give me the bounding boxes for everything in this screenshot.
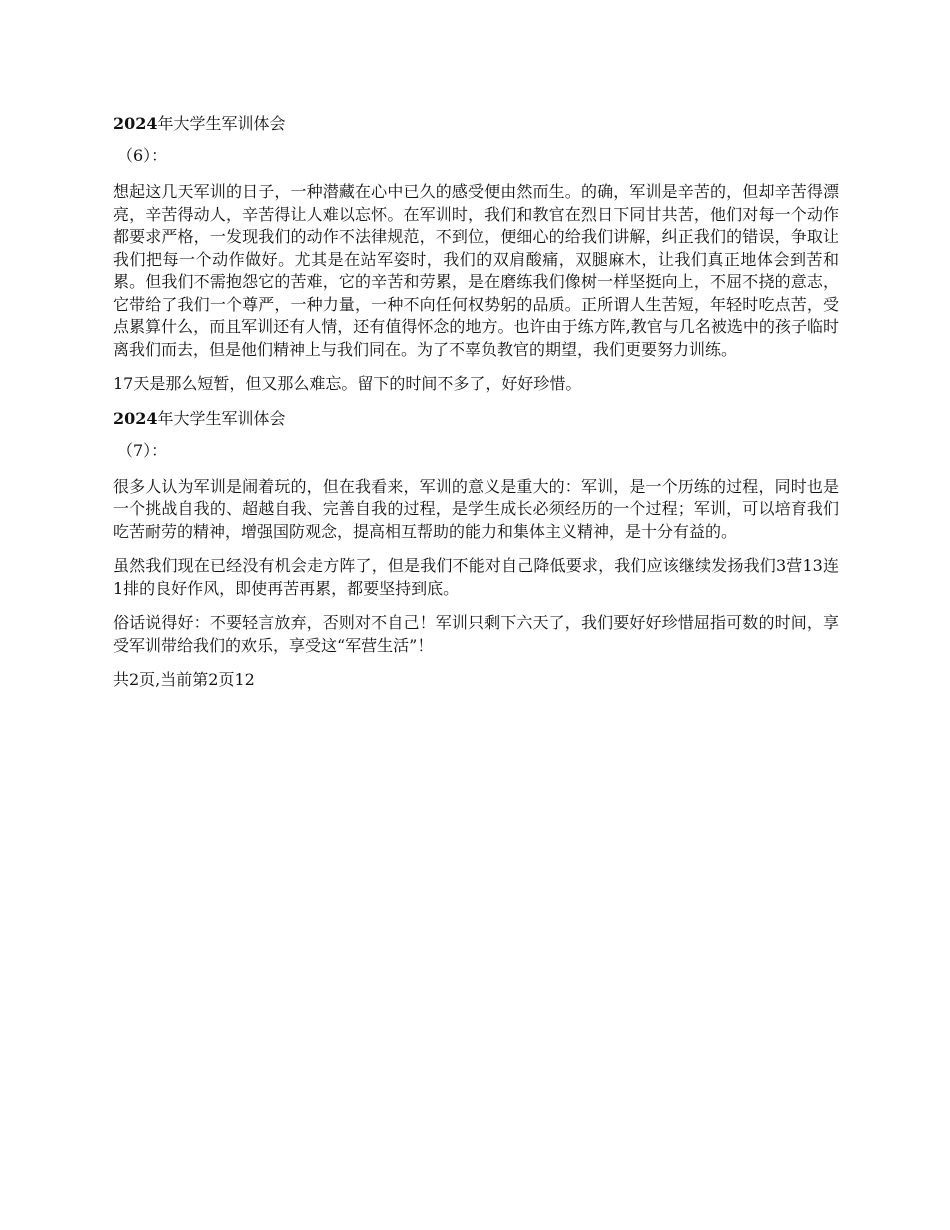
paragraph: 虽然我们现在已经没有机会走方阵了，但是我们不能对自己降低要求，我们应该继续发扬我们3营13连1排的良好作风，即使再苦再累，都要坚持到底。: [113, 556, 839, 598]
paragraph: 俗话说得好：不要轻言放弃，否则对不自己！军训只剩下六天了，我们要好好珍惜屈指可数的时间，享受军训带给我们的欢乐，享受这“军营生活”！: [113, 613, 839, 655]
paragraph: 17天是那么短暂，但又那么难忘。留下的时间不多了，好好珍惜。: [113, 374, 582, 393]
paragraph: 很多人认为军训是闹着玩的，但在我看来，军训的意义是重大的：军训，是一个历练的过程，同时也是一个挑战自我的、超越自我、完善自我的过程，是学生成长必须经历的一个过程；军训，可以培育我们吃苦耐劳的精神，增强国防观念，提高相互帮助的能力和集体主义精神，是十分有益的。: [113, 476, 839, 541]
section-7: [113, 408, 839, 658]
section-heading: [113, 113, 839, 135]
section-number: （6）：: [117, 146, 168, 165]
section-6: [113, 113, 839, 396]
heading-text: 年大学生军训体会: [157, 114, 286, 133]
paragraph: 想起这几天军训的日子，一种潜藏在心中已久的感受便由然而生。的确，军训是辛苦的，但却辛苦得漂亮，辛苦得动人，辛苦得让人难以忘怀。在军训时，我们和教官在烈日下同甘共苦，他们对每一个动作都要求严格，一发现我们的动作不法律规范，不到位，便细心的给我们讲解，纠正我们的错误，争取让我们把每一个动作做好。尤其是在站军姿时，我们的双肩酸痛，双腿麻木，让我们真正地体会到苦和累。但我们不需抱怨它的苦难，它的辛苦和劳累，是在磨练我们像树一样坚挺向上，不屈不挠的意志，它带给了我们一个尊严，一种力量，一种不向任何权势躬的品质。正所谓人生苦短，年轻时吃点苦，受点累算什么，而且军训还有人情，还有值得怀念的地方。也许由于练方阵,教官与几名被选中的孩子临时离我们而去，但是他们精神上与我们同在。为了不辜负教官的期望，我们更要努力训练。: [113, 182, 839, 359]
heading-year: 2024: [113, 408, 158, 428]
section-heading: [113, 408, 839, 430]
heading-text: 年大学生军训体会: [157, 408, 286, 428]
document-page: [113, 113, 839, 691]
heading-year: 2024: [113, 114, 158, 133]
section-number: （7）：: [117, 440, 168, 460]
page-footer: 共2页,当前第2页12: [113, 670, 255, 689]
